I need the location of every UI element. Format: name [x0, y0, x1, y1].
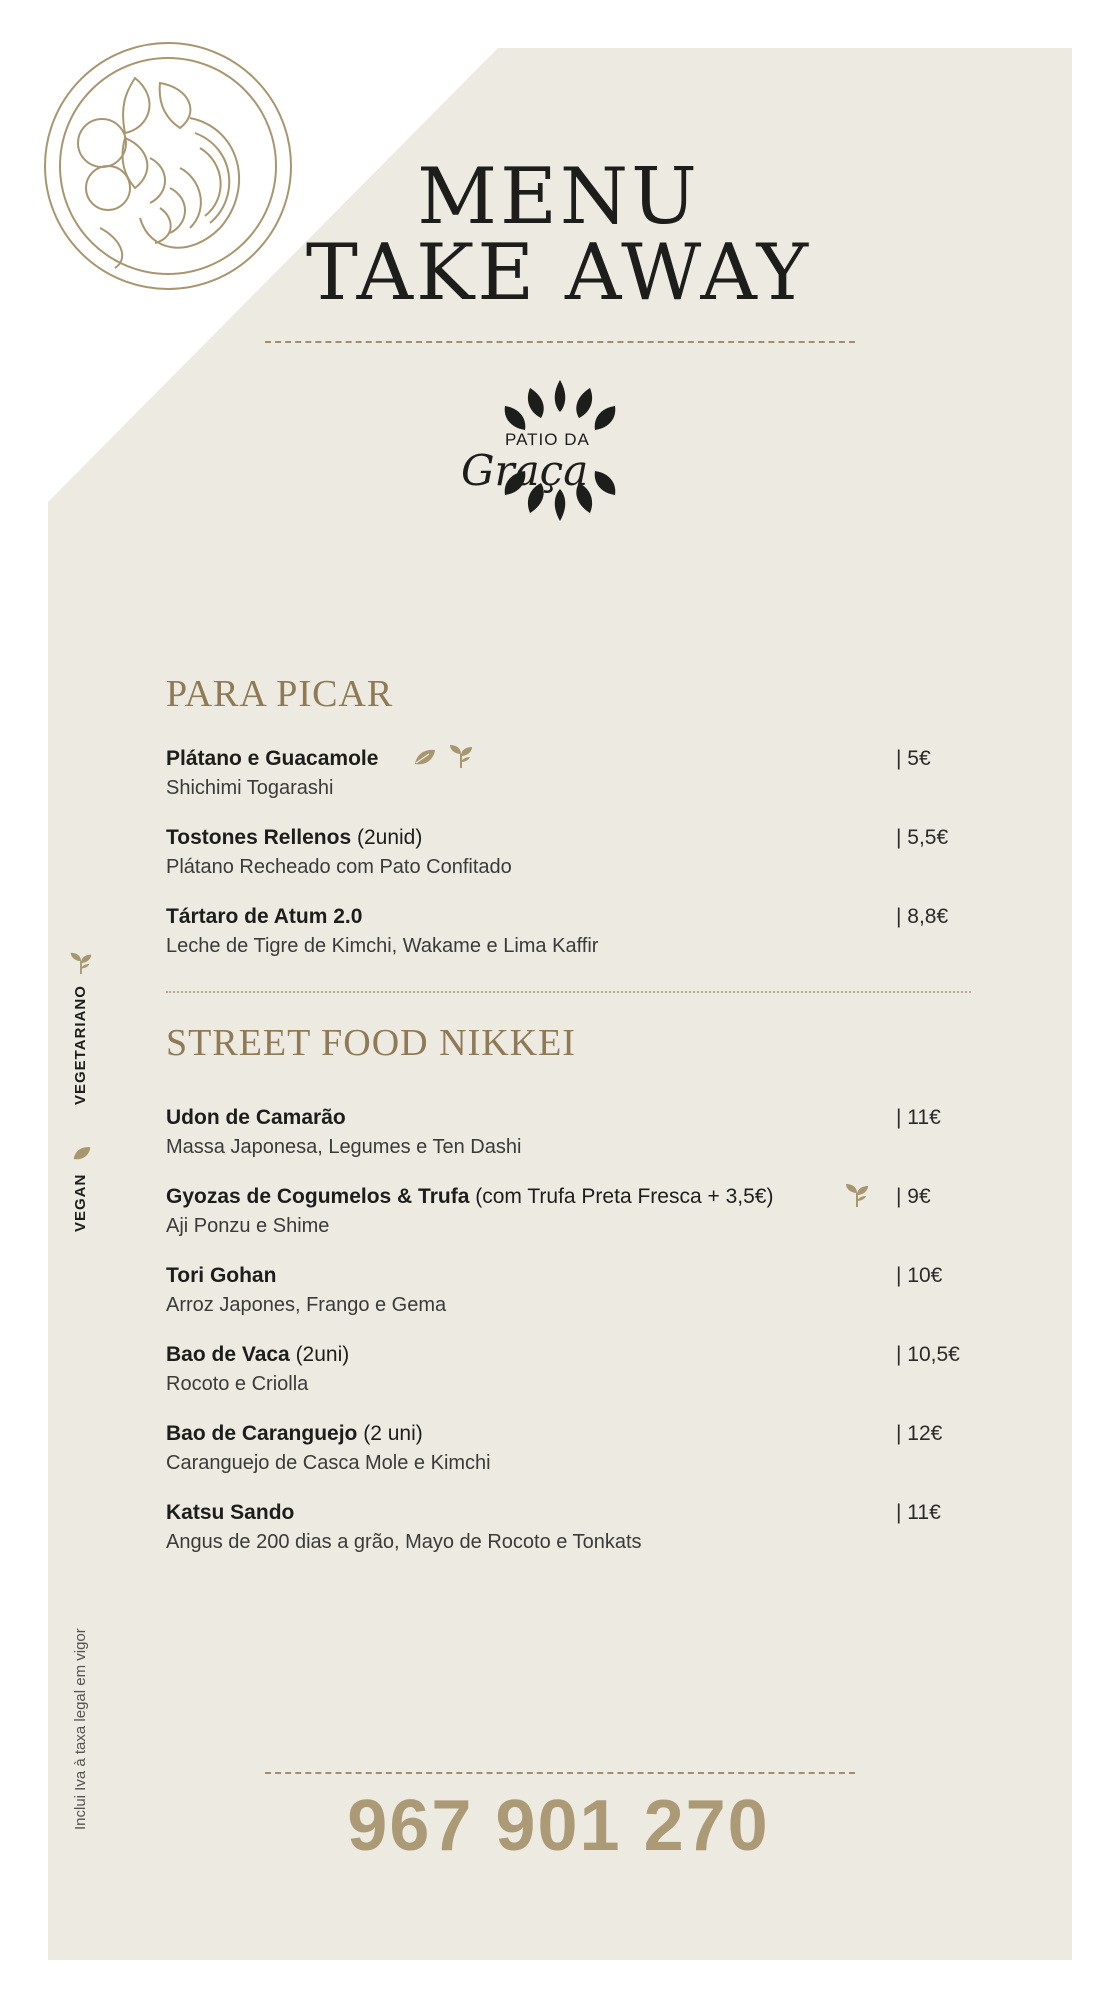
section-title-para-picar: PARA PICAR	[166, 673, 394, 715]
item-price: | 11€	[896, 1501, 941, 1524]
menu-item	[166, 1264, 966, 1324]
menu-item	[166, 826, 966, 886]
item-extra: (2 uni)	[357, 1422, 423, 1445]
item-price: | 11€	[896, 1106, 941, 1129]
item-price: | 10,5€	[896, 1343, 960, 1366]
item-description: Massa Japonesa, Legumes e Ten Dashi	[166, 1136, 522, 1158]
legend-vegan: VEGAN	[72, 1173, 89, 1232]
vegetarian-sprout-icon	[68, 950, 94, 976]
item-name: Bao de Caranguejo	[166, 1422, 358, 1445]
menu-item	[166, 1343, 966, 1403]
menu-title-line1: MENU	[417, 152, 700, 242]
item-extra: (2uni)	[289, 1343, 350, 1366]
item-name: Bao de Vaca	[166, 1343, 290, 1366]
item-name: Gyozas de Cogumelos & Trufa	[166, 1185, 470, 1208]
item-description: Caranguejo de Casca Mole e Kimchi	[166, 1452, 491, 1474]
item-description: Shichimi Togarashi	[166, 777, 334, 799]
item-price: | 12€	[896, 1422, 943, 1445]
menu-item	[166, 1501, 966, 1561]
item-name: Tártaro de Atum 2.0	[166, 905, 363, 928]
item-price: | 5€	[896, 747, 931, 770]
menu-item	[166, 747, 966, 807]
item-price: | 10€	[896, 1264, 943, 1287]
menu-item	[166, 1422, 966, 1482]
item-name: Tori Gohan	[166, 1264, 277, 1287]
phone-number[interactable]: 967 901 270	[347, 1786, 770, 1866]
item-name: Katsu Sando	[166, 1501, 295, 1524]
item-name: Tostones Rellenos	[166, 826, 352, 849]
item-description: Angus de 200 dias a grão, Mayo de Rocoto e Tonkats	[166, 1531, 642, 1553]
logo-text-script: Graça	[461, 446, 589, 495]
item-description: Plátano Recheado com Pato Confitado	[166, 856, 512, 878]
menu-item	[166, 1106, 966, 1166]
item-price: | 5,5€	[896, 826, 949, 849]
item-description: Rocoto e Criolla	[166, 1373, 309, 1395]
patio-da-graca-logo	[455, 378, 665, 523]
logo-text-top: PATIO DA	[505, 430, 590, 449]
item-name: Udon de Camarão	[166, 1106, 346, 1129]
item-description: Leche de Tigre de Kimchi, Wakame e Lima Kaffir	[166, 935, 599, 957]
tax-note: Inclui Iva à taxa legal em vigor	[72, 1628, 89, 1830]
item-price: | 9€	[896, 1185, 931, 1208]
item-description: Aji Ponzu e Shime	[166, 1215, 330, 1237]
vegan-leaf-icon	[72, 1144, 92, 1164]
bottom-divider	[265, 1772, 855, 1774]
item-extra: (2unid)	[351, 826, 423, 849]
menu-title-line2: TAKE AWAY	[305, 228, 812, 318]
menu-item	[166, 905, 966, 965]
legend-vegetariano: VEGETARIANO	[72, 985, 89, 1105]
item-extra: (com Trufa Preta Fresca + 3,5€)	[469, 1185, 774, 1208]
item-price: | 8,8€	[896, 905, 949, 928]
vegetarian-sprout-icon	[843, 1181, 871, 1209]
item-description: Arroz Japones, Frango e Gema	[166, 1294, 447, 1316]
item-name: Plátano e Guacamole	[166, 747, 379, 770]
section-divider	[166, 991, 971, 993]
section-title-street-food-nikkei: STREET FOOD NIKKEI	[166, 1022, 576, 1064]
vegetarian-sprout-icon	[447, 742, 475, 770]
vegan-leaf-icon	[413, 748, 437, 768]
top-divider	[265, 341, 855, 343]
